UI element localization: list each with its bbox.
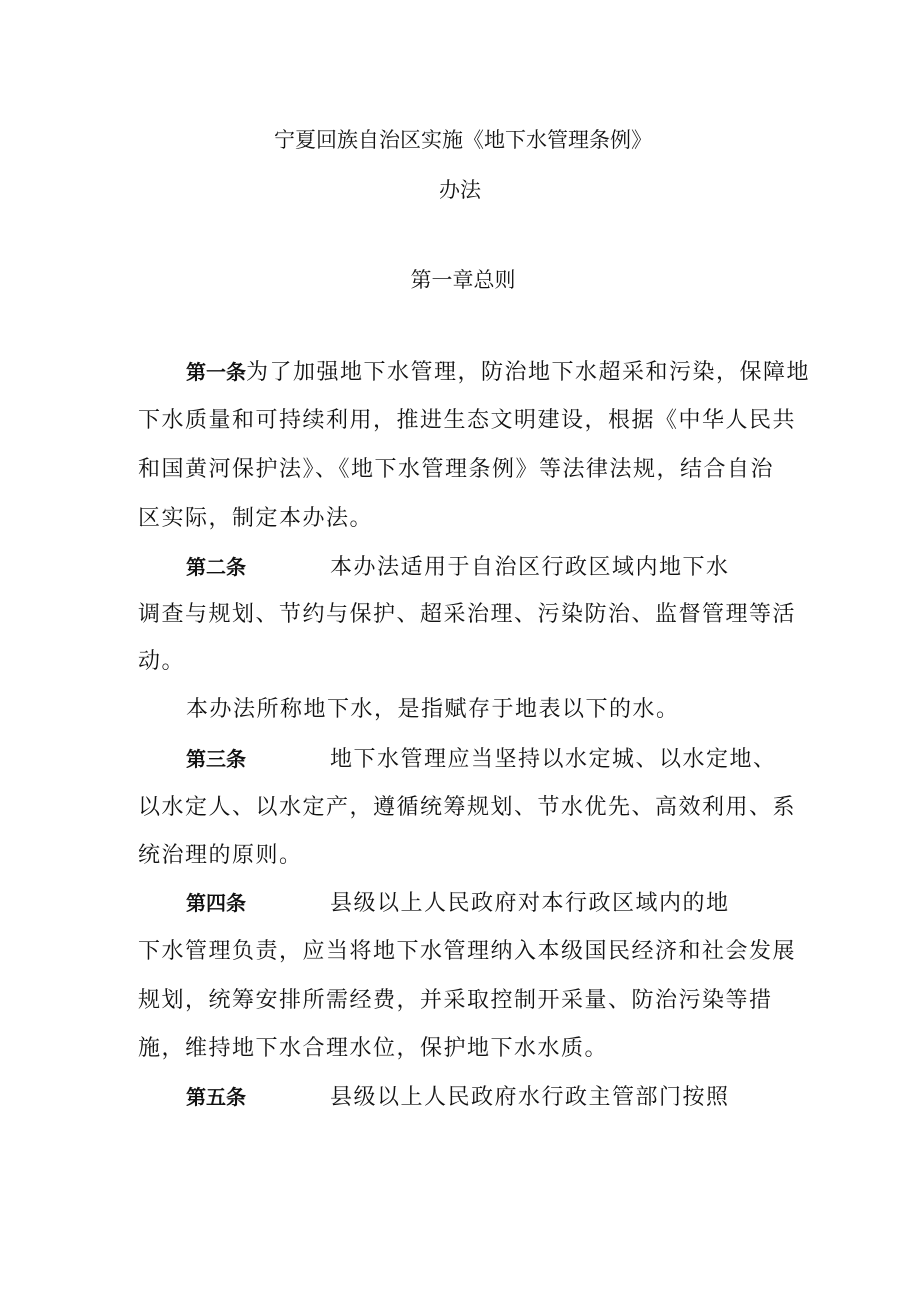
article-5-label: 第五条 (186, 1085, 246, 1109)
article-4-label: 第四条 (186, 891, 246, 915)
article-4-line-1 (186, 888, 846, 919)
article-2-line-3: 动。 (138, 649, 186, 674)
article-4-line-2: 下水管理负责，应当将地下水管理纳入本级国民经济和社会发展 (138, 939, 797, 964)
article-2-line-1 (186, 552, 846, 583)
article-3-text-1: 地下水管理应当坚持以水定城、以水定地、 (330, 747, 777, 772)
article-1-line-4: 区实际，制定本办法。 (138, 506, 374, 531)
article-2-line-2: 调查与规划、节约与保护、超采治理、污染防治、监督管理等活 (138, 602, 797, 627)
article-1-line-3: 和国黄河保护法》、《地下水管理条例》等法律法规，结合自治 (138, 457, 775, 482)
article-2-paragraph-2: 本办法所称地下水，是指赋存于地表以下的水。 (186, 697, 680, 722)
article-4-line-4: 施，维持地下水合理水位，保护地下水水质。 (138, 1036, 609, 1061)
article-1-line-1 (186, 357, 846, 388)
article-5-text-1: 县级以上人民政府水行政主管部门按照 (330, 1085, 730, 1110)
article-5-line-1 (186, 1082, 846, 1113)
article-2-label: 第二条 (186, 555, 246, 579)
article-3-line-3: 统治理的原则。 (138, 843, 303, 868)
article-1-text-1: 为了加强地下水管理，防治地下水超采和污染，保障地 (246, 360, 811, 385)
article-4-text-1: 县级以上人民政府对本行政区域内的地 (330, 891, 730, 916)
article-1-line-2: 下水质量和可持续利用，推进生态文明建设，根据《中华人民共 (138, 408, 797, 433)
article-3-line-1 (186, 744, 846, 775)
article-3-label: 第三条 (186, 747, 246, 771)
article-4-line-3: 规划，统筹安排所需经费，并采取控制开采量、防治污染等措 (138, 988, 773, 1013)
document-title: 宁夏回族自治区实施《地下水管理条例》 (274, 128, 652, 152)
chapter-heading: 第一章总则 (410, 268, 516, 292)
document-subtitle: 办法 (439, 178, 481, 202)
article-1-label: 第一条 (186, 360, 246, 384)
article-3-line-2: 以水定人、以水定产，遵循统筹规划、节水优先、高效利用、系 (138, 795, 797, 820)
article-2-text-1: 本办法适用于自治区行政区域内地下水 (330, 555, 730, 580)
